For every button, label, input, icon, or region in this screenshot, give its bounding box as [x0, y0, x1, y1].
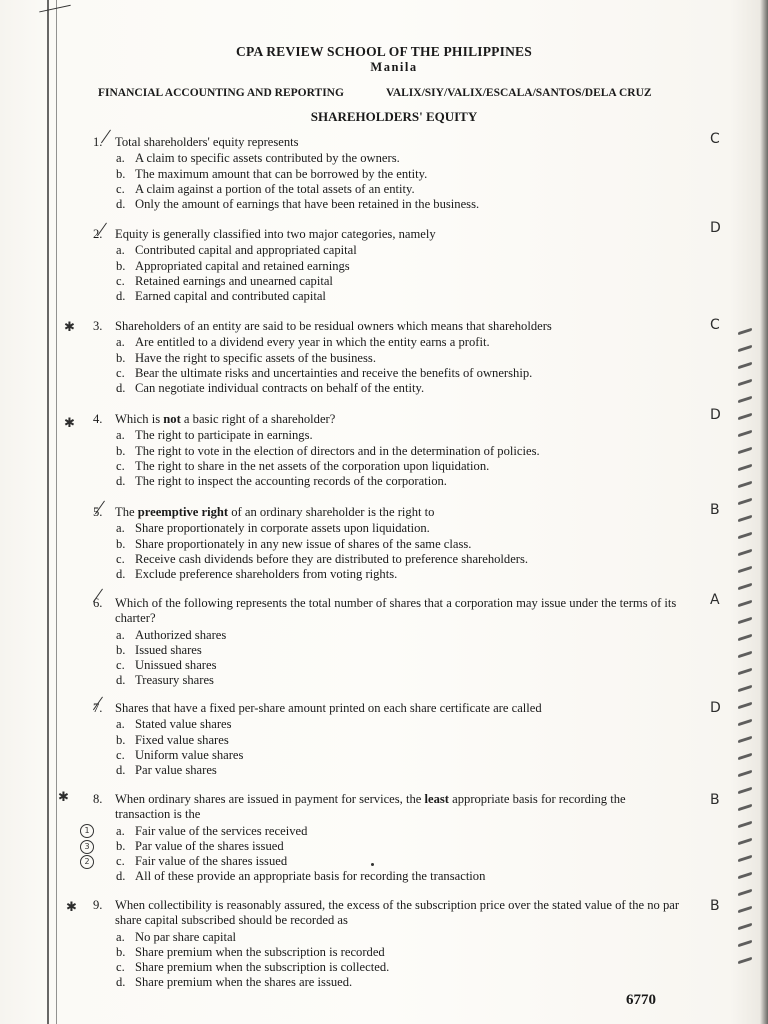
ink-dot — [371, 863, 374, 866]
star-mark: ✱ — [64, 320, 75, 335]
choice: d. Share premium when the shares are issued. — [116, 975, 353, 990]
spiral-coil — [738, 566, 752, 574]
spiral-coil — [738, 736, 752, 744]
spiral-coil — [738, 906, 752, 914]
question-9 — [93, 898, 683, 991]
spiral-coil — [738, 957, 752, 965]
choice: a. The right to participate in earnings. — [116, 428, 313, 443]
choice: c. Unissued shares — [116, 658, 217, 673]
spiral-coil — [738, 447, 752, 455]
question-stem: The preemptive right of an ordinary shareholder is the right to — [115, 505, 435, 519]
choice: b. Appropriated capital and retained earnings — [116, 258, 350, 273]
choice: c. Bear the ultimate risks and uncertainties and receive the benefits of ownership. — [116, 365, 533, 380]
spiral-coil — [738, 379, 752, 387]
handwritten-answer: B — [710, 502, 720, 518]
choice: d. Earned capital and contributed capital — [116, 289, 326, 304]
choice: d. Only the amount of earnings that have been retained in the business. — [116, 197, 480, 212]
choice-list — [93, 717, 683, 778]
choice-list — [93, 335, 683, 396]
spiral-coil — [738, 855, 752, 863]
choice: b. Share proportionately in any new issue of shares of the same class. — [116, 536, 472, 551]
school-city: Manila — [370, 60, 418, 74]
handwritten-answer: D — [710, 407, 721, 423]
question-2 — [93, 227, 683, 304]
choice: a. No par share capital — [116, 929, 237, 944]
choice: c. Receive cash dividends before they are distributed to preference shareholders. — [116, 551, 529, 566]
spiral-binding — [728, 330, 760, 1000]
spiral-coil — [738, 430, 752, 438]
spiral-coil — [738, 634, 752, 642]
choice: c. The right to share in the net assets of the corporation upon liquidation. — [116, 458, 490, 473]
spiral-coil — [738, 719, 752, 727]
question-stem: When ordinary shares are issued in payment for services, the least appropriate basis for recording the transaction is the — [115, 792, 626, 822]
spiral-coil — [738, 685, 752, 693]
spiral-coil — [738, 804, 752, 812]
question-stem: Shareholders of an entity are said to be residual owners which means that shareholders — [115, 319, 552, 333]
spiral-coil — [738, 413, 752, 421]
spiral-coil — [738, 872, 752, 880]
question-5 — [93, 505, 683, 582]
question-8 — [93, 792, 683, 885]
spiral-coil — [738, 396, 752, 404]
choice: b. Have the right to specific assets of the business. — [116, 350, 376, 365]
choice: a. Contributed capital and appropriated capital — [116, 243, 357, 258]
handwritten-answer: C — [710, 131, 720, 147]
choice: a. Are entitled to a dividend every year in which the entity earns a profit. — [116, 335, 490, 350]
spiral-coil — [738, 583, 752, 591]
choice: c. Uniform value shares — [116, 747, 244, 762]
choice: a. Stated value shares — [116, 717, 232, 732]
rank-mark: 2 — [80, 855, 94, 869]
choice: d. Can negotiate individual contracts on behalf of the entity. — [116, 381, 425, 396]
spiral-coil — [738, 770, 752, 778]
page-edge-shadow — [760, 0, 768, 1024]
spiral-coil — [738, 549, 752, 557]
choice: d. The right to inspect the accounting records of the corporation. — [116, 474, 447, 489]
star-mark: ✱ — [66, 900, 77, 915]
choice-list — [93, 521, 683, 582]
choice: a. Share proportionately in corporate assets upon liquidation. — [116, 521, 430, 536]
question-3 — [93, 319, 683, 396]
binding-line — [56, 0, 57, 1024]
choice: b. Par value of the shares issued — [116, 839, 284, 854]
spiral-coil — [738, 328, 752, 336]
page-number: 6770 — [626, 992, 656, 1008]
choice: a. A claim to specific assets contributed by the owners. — [116, 151, 400, 166]
choice: b. The maximum amount that can be borrowed by the entity. — [116, 166, 428, 181]
choice: b. Issued shares — [116, 643, 202, 658]
choice: a. Authorized shares — [116, 627, 227, 642]
spiral-coil — [738, 464, 752, 472]
spiral-coil — [738, 668, 752, 676]
question-stem: Shares that have a fixed per-share amount printed on each share certificate are called — [115, 701, 542, 715]
rank-mark: 3 — [80, 840, 94, 854]
handwritten-answer: C — [710, 317, 720, 333]
choice-list — [93, 824, 683, 885]
choice: d. All of these provide an appropriate basis for recording the transaction — [116, 869, 486, 884]
choice: c. Share premium when the subscription is collected. — [116, 960, 390, 975]
handwritten-answer: D — [710, 700, 721, 716]
choice: d. Exclude preference shareholders from voting rights. — [116, 567, 398, 582]
spiral-coil — [738, 940, 752, 948]
subject-title: FINANCIAL ACCOUNTING AND REPORTING — [98, 87, 344, 99]
spiral-coil — [738, 515, 752, 523]
spiral-coil — [738, 617, 752, 625]
choice-list — [93, 628, 683, 689]
question-number: 3. — [93, 319, 103, 333]
authors: VALIX/SIY/VALIX/ESCALA/SANTOS/DELA CRUZ — [386, 87, 652, 99]
binding-line — [47, 0, 49, 1024]
choice: b. Share premium when the subscription is recorded — [116, 945, 385, 960]
choice-list — [93, 243, 683, 304]
question-4 — [93, 412, 683, 489]
spiral-coil — [738, 651, 752, 659]
spiral-coil — [738, 498, 752, 506]
star-mark: ✱ — [64, 416, 75, 431]
handwritten-answer: B — [710, 898, 720, 914]
question-number: 5. — [93, 505, 103, 519]
spiral-coil — [738, 787, 752, 795]
choice: c. A claim against a portion of the total assets of an entity. — [116, 181, 415, 196]
question-number: 2. — [93, 227, 103, 241]
spiral-coil — [738, 362, 752, 370]
handwritten-answer: B — [710, 792, 720, 808]
question-6 — [93, 596, 683, 689]
handwritten-answer: A — [710, 592, 720, 608]
question-number: 8. — [93, 792, 103, 806]
choice: a. Fair value of the services received — [116, 823, 308, 838]
spiral-coil — [738, 753, 752, 761]
choice-list — [93, 428, 683, 489]
spiral-coil — [738, 532, 752, 540]
spiral-coil — [738, 702, 752, 710]
spiral-coil — [738, 600, 752, 608]
spiral-coil — [738, 838, 752, 846]
question-stem: Equity is generally classified into two major categories, namely — [115, 227, 436, 241]
choice: b. Fixed value shares — [116, 732, 229, 747]
handwritten-answer: D — [710, 220, 721, 236]
question-number: 6. — [93, 596, 103, 610]
question-stem: Which of the following represents the total number of shares that a corporation may issue under the terms of its charter? — [115, 596, 677, 626]
school-name: CPA REVIEW SCHOOL OF THE PHILIPPINES — [236, 44, 532, 59]
spiral-coil — [738, 481, 752, 489]
question-stem: When collectibility is reasonably assured, the excess of the subscription price over the stated value of the no par share capital subscribed should be recorded as — [115, 898, 680, 928]
choice: d. Treasury shares — [116, 673, 214, 688]
spiral-coil — [738, 889, 752, 897]
choice: d. Par value shares — [116, 763, 217, 778]
question-1 — [93, 135, 683, 212]
star-mark: ✱ — [58, 790, 69, 805]
question-number: 4. — [93, 412, 103, 426]
question-number: 7. — [93, 701, 103, 715]
choice: c. Retained earnings and unearned capital — [116, 273, 333, 288]
choice: c. Fair value of the shares issued — [116, 854, 288, 869]
choice-list — [93, 151, 683, 212]
choice: b. The right to vote in the election of directors and in the determination of policies. — [116, 443, 540, 458]
question-stem: Total shareholders' equity represents — [115, 135, 299, 149]
question-number: 9. — [93, 898, 103, 912]
spiral-coil — [738, 923, 752, 931]
topic-title: SHAREHOLDERS' EQUITY — [310, 109, 478, 124]
spiral-coil — [738, 345, 752, 353]
question-7 — [93, 701, 683, 778]
question-number: 1. — [93, 135, 103, 149]
question-stem: Which is not a basic right of a shareholder? — [115, 412, 336, 426]
spiral-coil — [738, 821, 752, 829]
rank-mark: 1 — [80, 824, 94, 838]
choice-list — [93, 930, 683, 991]
